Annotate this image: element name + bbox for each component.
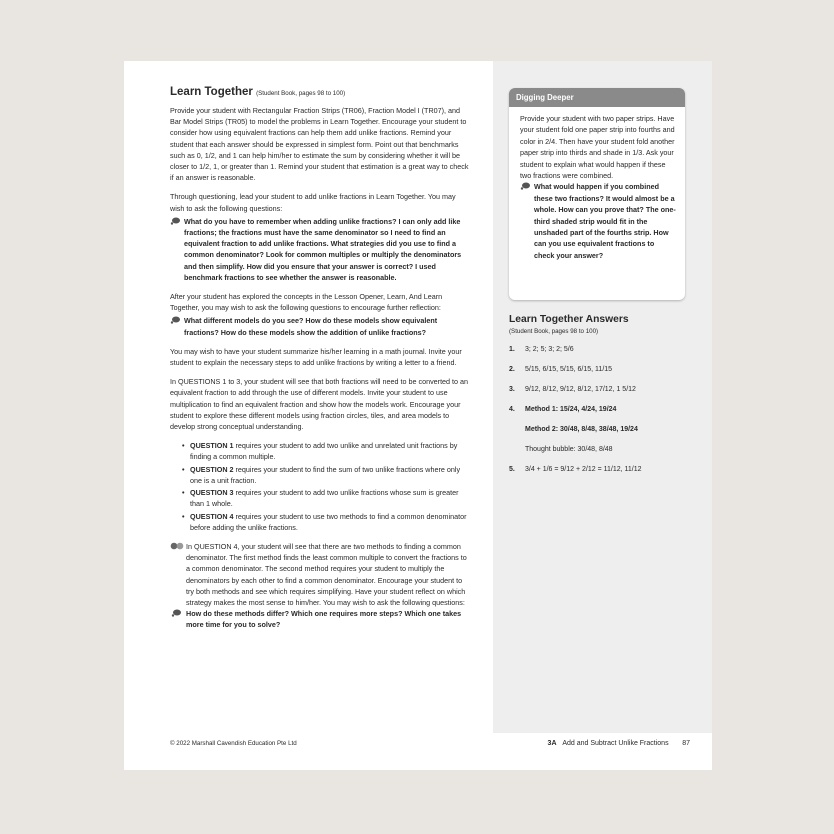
page-number: 87	[682, 740, 690, 747]
main-column	[170, 85, 470, 631]
textbook-page	[124, 61, 712, 770]
digging-deeper-box	[509, 88, 685, 300]
list-item: • QUESTION 2 requires your student to find the sum of two unlike fractions where only one is a unit fraction.	[182, 464, 470, 486]
heading-subtitle: (Student Book, pages 98 to 100)	[256, 90, 346, 97]
paragraph-4: You may wish to have your student summarize his/her learning in a math journal. Invite your student to explain the necessary steps to add unlike fractions by writing a letter to a friend.	[170, 346, 462, 368]
answers-subtitle: (Student Book, pages 98 to 100)	[509, 328, 599, 335]
question-list	[170, 440, 470, 533]
page-footer	[170, 740, 690, 747]
answer-1: 3; 2; 5; 3; 2; 5/6	[525, 346, 574, 353]
answer-row: 4. Method 1: 15/24, 4/24, 19/24	[509, 406, 617, 413]
question-3-text: How do these methods differ? Which one requires more steps? Which one takes more time for you to solve?	[186, 609, 462, 630]
question-2-text: What different models do you see? How do these models show equivalent fractions? How do these models show the addition of unlike fractions?	[184, 316, 438, 337]
question-3-row	[186, 608, 470, 630]
thought-bubble-icon	[520, 182, 530, 193]
answers-section	[509, 313, 689, 483]
answer-row	[509, 423, 689, 437]
answer-row: 3. 9/12, 8/12, 9/12, 8/12, 17/12, 1 5/12	[509, 386, 636, 393]
paragraph-1: Provide your student with Rectangular Fraction Strips (TR06), Fraction Model I (TR07), and Bar Model Strips (TR05) to model the problems in Learn Together. Encourage your student to consider how using equivalent fractions can help them add unlike fractions. Remind your student that each answer should be expressed in simplest form. Point out that benchmarks such as 0, 1/2, and 1 can help him/her to estimate the sum by considering whether it will be closer to 1/2, 1, or greater than 1. Remind your student that estimation is a great way to check if an answer is reasonable.	[170, 106, 469, 183]
answer-row: 2. 5/15, 6/15, 5/15, 6/15, 11/15	[509, 366, 613, 373]
learn-together-heading	[170, 85, 470, 101]
answer-3: 9/12, 8/12, 9/12, 8/12, 17/12, 1 5/12	[525, 386, 636, 393]
digging-deeper-text: Provide your student with two paper strips. Have your student fold one paper strip into fourths and color in 2/4. Then have your student fold another paper strip into thirds and shade in 1/3. Ask your student to explain what would happen if these two fractions were combined.	[520, 114, 675, 181]
list-item: • QUESTION 1 requires your student to add two unlike and unrelated unit fractions by finding a common multiple.	[182, 440, 470, 462]
answer-4-thought-bubble: Thought bubble: 30/48, 8/48	[525, 446, 613, 453]
answer-4-method-2: Method 2: 30/48, 8/48, 38/48, 19/24	[525, 426, 638, 433]
chapter-title: Add and Subtract Unlike Fractions	[562, 740, 669, 747]
chapter-number: 3A	[547, 740, 557, 747]
digging-question-text: What would happen if you combined these two fractions? It would almost be a whole. How can you prove that? The one-third shaded strip would fit in the unshaded part of the fourths strip. How can you use equivalent fractions to check your answer?	[534, 182, 676, 260]
list-item: • QUESTION 3 requires your student to add two unlike fractions whose sum is greater than 1 whole.	[182, 487, 470, 509]
question-block-2	[170, 315, 470, 337]
teacher-icon	[170, 542, 184, 553]
answers-title: Learn Together Answers	[509, 314, 629, 325]
thought-bubble-icon	[170, 217, 180, 228]
answer-4-method-1: Method 1: 15/24, 4/24, 19/24	[525, 406, 617, 413]
answer-5: 3/4 + 1/6 = 9/12 + 2/12 = 11/12, 11/12	[525, 466, 642, 473]
question-block-1	[170, 216, 470, 283]
thought-bubble-icon	[171, 609, 181, 620]
list-item: • QUESTION 4 requires your student to use two methods to find a common denominator before adding the unlike fractions.	[182, 511, 470, 533]
digging-deeper-question	[520, 181, 676, 261]
thought-bubble-icon	[170, 316, 180, 327]
copyright: © 2022 Marshall Cavendish Education Pte Ltd	[170, 740, 297, 747]
paragraph-5: In QUESTIONS 1 to 3, your student will see that both fractions will need to be converted to an equivalent fraction to add through the use of different models. Invite your student to use multiplication to find an equivalent fraction and show how the models work. Encourage your student to explore these different models using fraction circles, tiles, and area models to develop strong conceptual understanding.	[170, 377, 469, 432]
paragraph-2: Through questioning, lead your student to add unlike fractions in Learn Together. You may wish to ask the following questions:	[170, 192, 456, 213]
paragraph-3: After your student has explored the concepts in the Lesson Opener, Learn, And Learn Together, you may wish to ask the following questions to encourage further reflection:	[170, 292, 443, 313]
heading-title: Learn Together	[170, 86, 253, 98]
answer-2: 5/15, 6/15, 5/15, 6/15, 11/15	[525, 366, 613, 373]
answer-row	[509, 443, 689, 457]
question-block-3	[170, 541, 470, 631]
digging-deeper-title: Digging Deeper	[509, 88, 685, 107]
question-1-text: What do you have to remember when adding unlike fractions? I can only add like fractions; the fractions must have the same denominator so I need to find an equivalent fraction to add unlike fractions. What strategies did you use to find a common denominator? Look for common multiples or multiply the denominators and then simplify. How did you ensure that your answer is correct? I used benchmark fractions to see whether the answer is reasonable.	[184, 216, 462, 282]
paragraph-6: In QUESTION 4, your student will see that there are two methods to finding a common denominator. The first method finds the least common multiple to convert the fractions to a common denominator. The second method requires your student to multiply the denominators by each other to find a common denominator. Encourage your student to try both methods and see which requires simplifying. Have your student reflect on which strategy makes the most sense to him/her. You may wish to ask the following questions:	[186, 541, 467, 607]
footer-right	[548, 740, 690, 747]
answer-row: 1. 3; 2; 5; 3; 2; 5/6	[509, 346, 574, 353]
answer-row: 5. 3/4 + 1/6 = 9/12 + 2/12 = 11/12, 11/12	[509, 466, 642, 473]
